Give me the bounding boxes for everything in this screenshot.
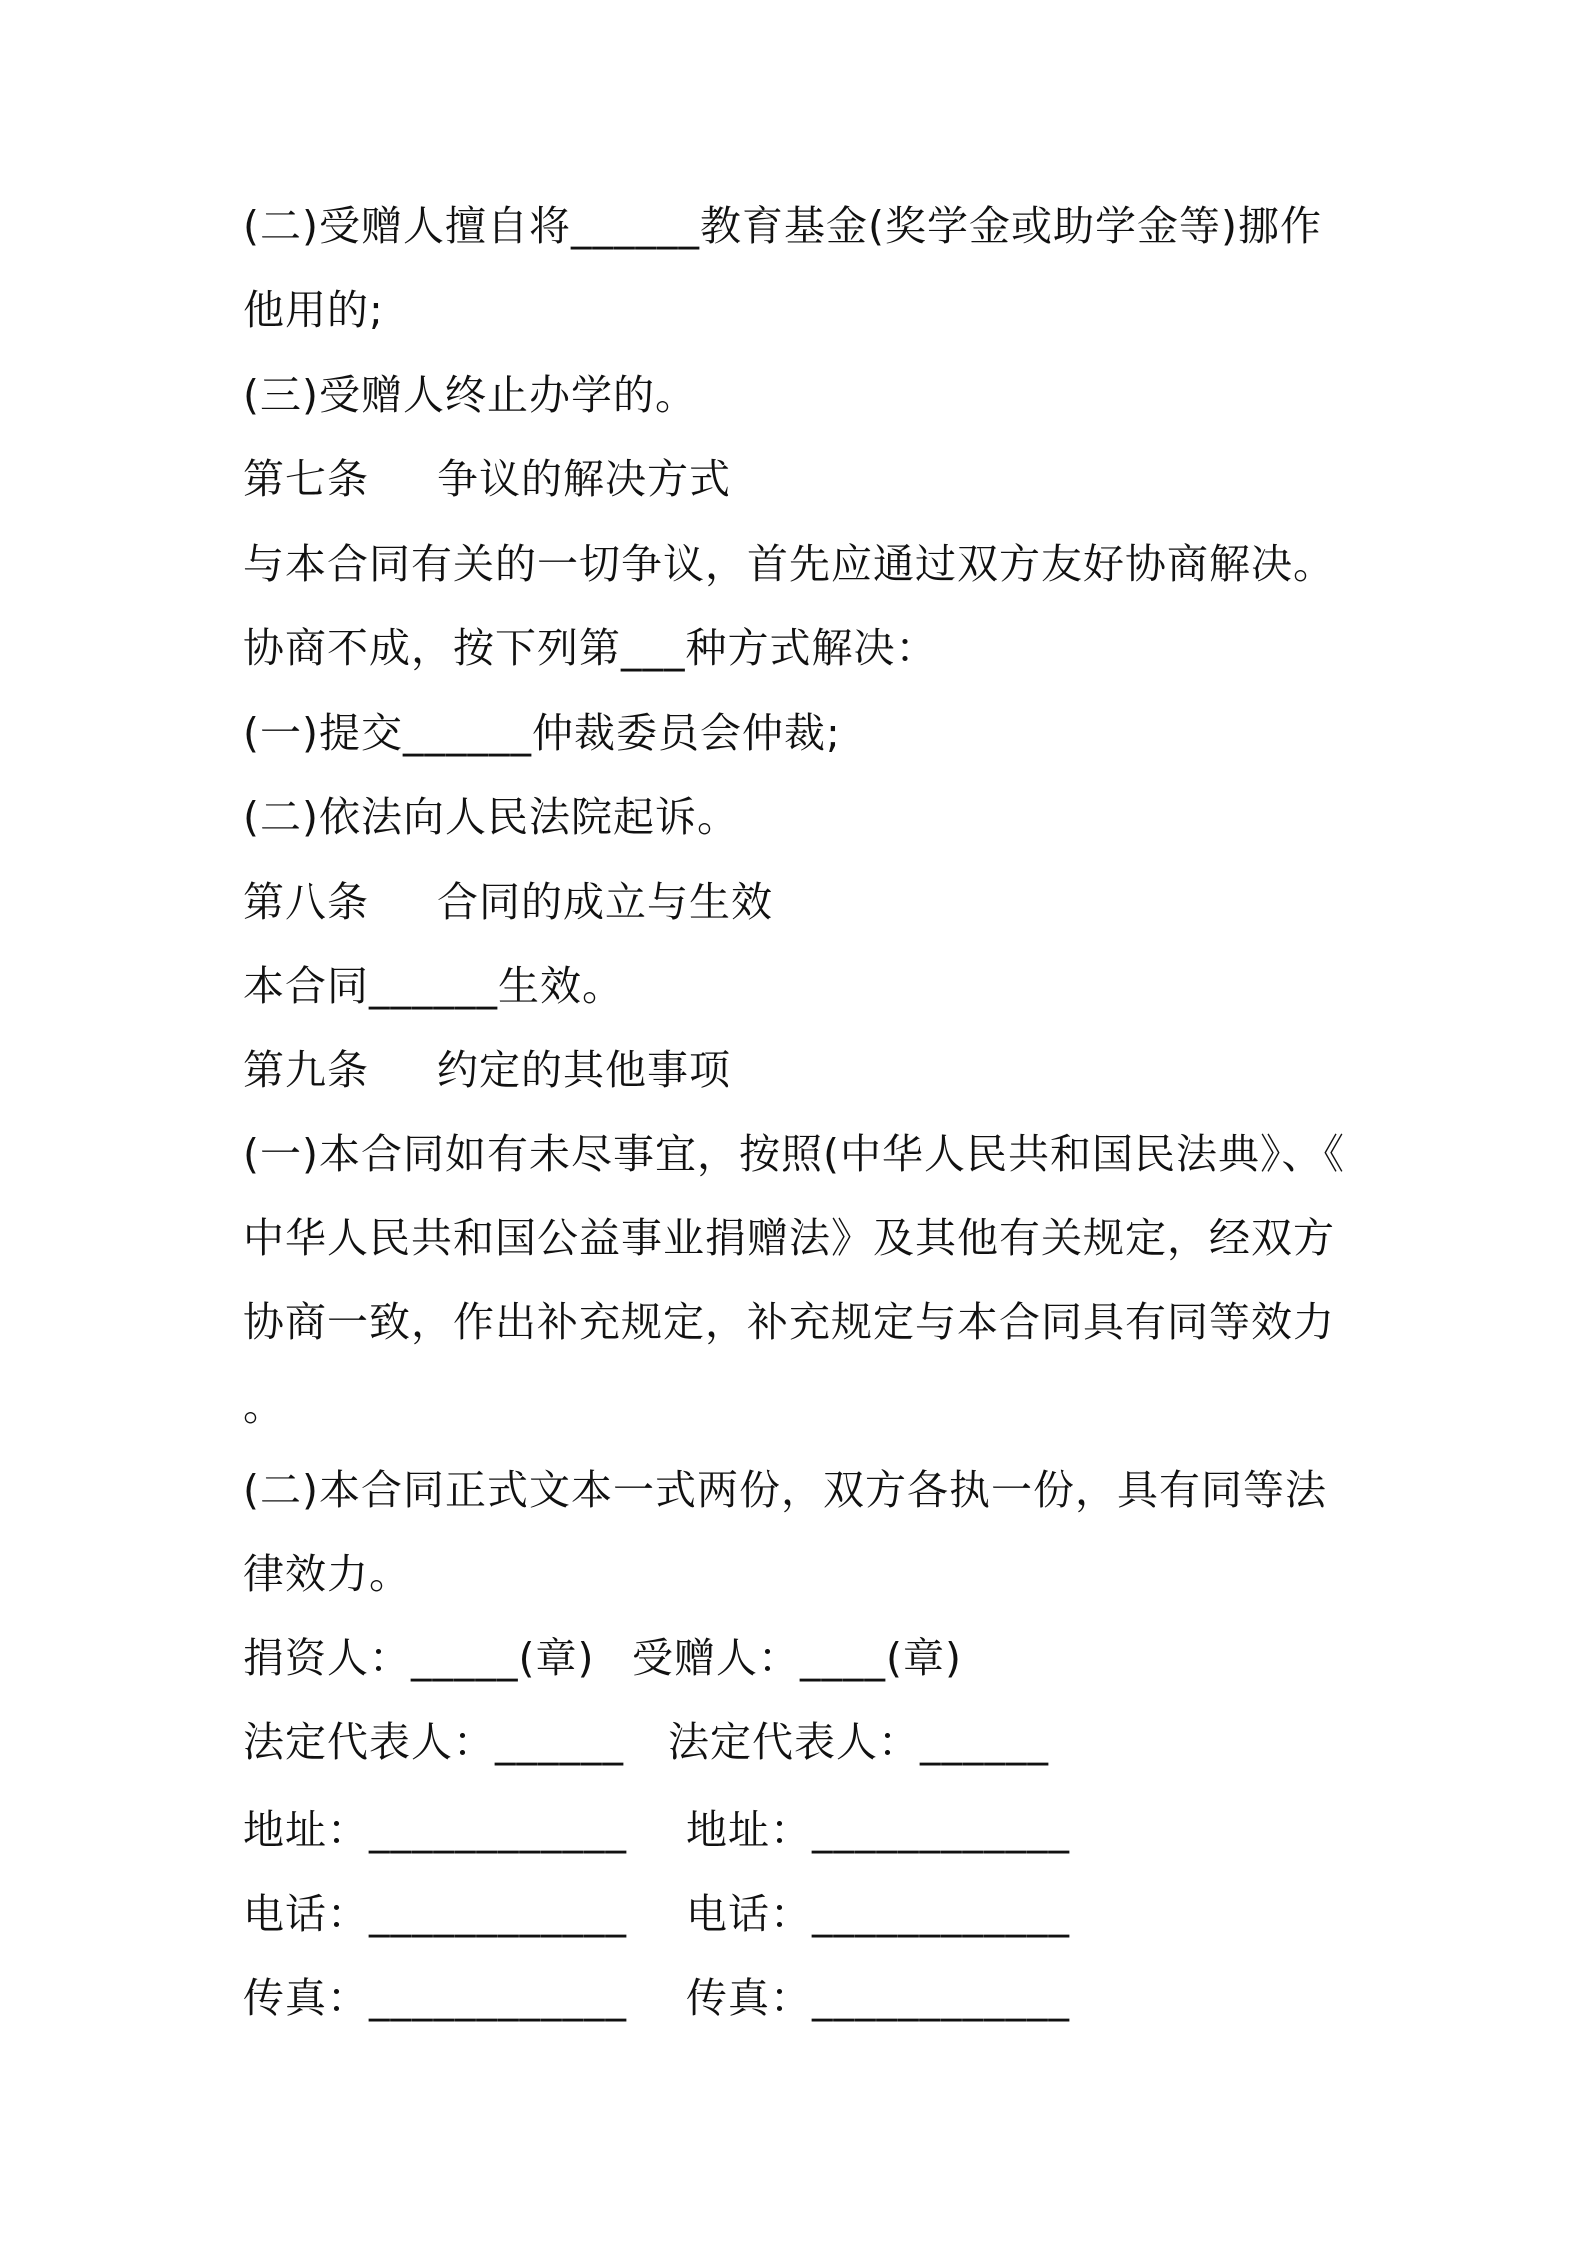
litigation-option: (二)依法向人民法院起诉。 bbox=[243, 793, 739, 841]
other-matters-2: (二)本合同正式文本一式两份，双方各执一份，具有同等法 bbox=[243, 1466, 1327, 1514]
fax-right: 传真：____________ bbox=[686, 1974, 1070, 2022]
clause-3-text: (三)受赠人终止办学的。 bbox=[243, 371, 697, 419]
effective-text: 本合同______生效。 bbox=[243, 962, 624, 1010]
article-7-title: 争议的解决方式 bbox=[437, 455, 731, 503]
article-9-title: 约定的其他事项 bbox=[437, 1046, 731, 1094]
arbitration-option: (一)提交______仲裁委员会仲裁; bbox=[243, 709, 841, 757]
article-8-heading bbox=[243, 872, 773, 932]
clause-2-text: (二)受赠人擅自将______教育基金(奖学金或助学金等)挪作 bbox=[243, 202, 1322, 250]
article-7-number: 第七条 bbox=[243, 455, 369, 503]
donor-signature: 捐资人：_____(章) bbox=[243, 1634, 595, 1682]
address-right: 地址：____________ bbox=[686, 1806, 1070, 1854]
article-9-heading bbox=[243, 1040, 731, 1100]
phone-right: 电话：____________ bbox=[686, 1890, 1070, 1938]
fax-left: 传真：____________ bbox=[243, 1974, 627, 2022]
other-matters-1-end: 。 bbox=[243, 1382, 285, 1430]
legal-rep-right: 法定代表人：______ bbox=[668, 1718, 1049, 1766]
legal-rep-left: 法定代表人：______ bbox=[243, 1718, 624, 1766]
other-matters-1: (一)本合同如有未尽事宜，按照(中华人民共和国民法典》、《 bbox=[243, 1130, 1345, 1178]
donee-signature: 受赠人：____(章) bbox=[632, 1634, 962, 1682]
article-8-number: 第八条 bbox=[243, 878, 369, 926]
dispute-method-text: 协商不成，按下列第___种方式解决： bbox=[243, 624, 938, 672]
phone-left: 电话：____________ bbox=[243, 1890, 627, 1938]
article-7-heading bbox=[243, 449, 731, 509]
other-matters-1-cont2: 协商一致，作出补充规定，补充规定与本合同具有同等效力 bbox=[243, 1298, 1335, 1346]
address-left: 地址：____________ bbox=[243, 1806, 627, 1854]
other-matters-1-cont: 中华人民共和国公益事业捐赠法》及其他有关规定，经双方 bbox=[243, 1214, 1335, 1262]
dispute-text: 与本合同有关的一切争议，首先应通过双方友好协商解决。 bbox=[243, 540, 1335, 588]
clause-2-text-cont: 他用的; bbox=[243, 286, 384, 334]
article-8-title: 合同的成立与生效 bbox=[437, 878, 773, 926]
other-matters-2-cont: 律效力。 bbox=[243, 1550, 411, 1598]
article-9-number: 第九条 bbox=[243, 1046, 369, 1094]
